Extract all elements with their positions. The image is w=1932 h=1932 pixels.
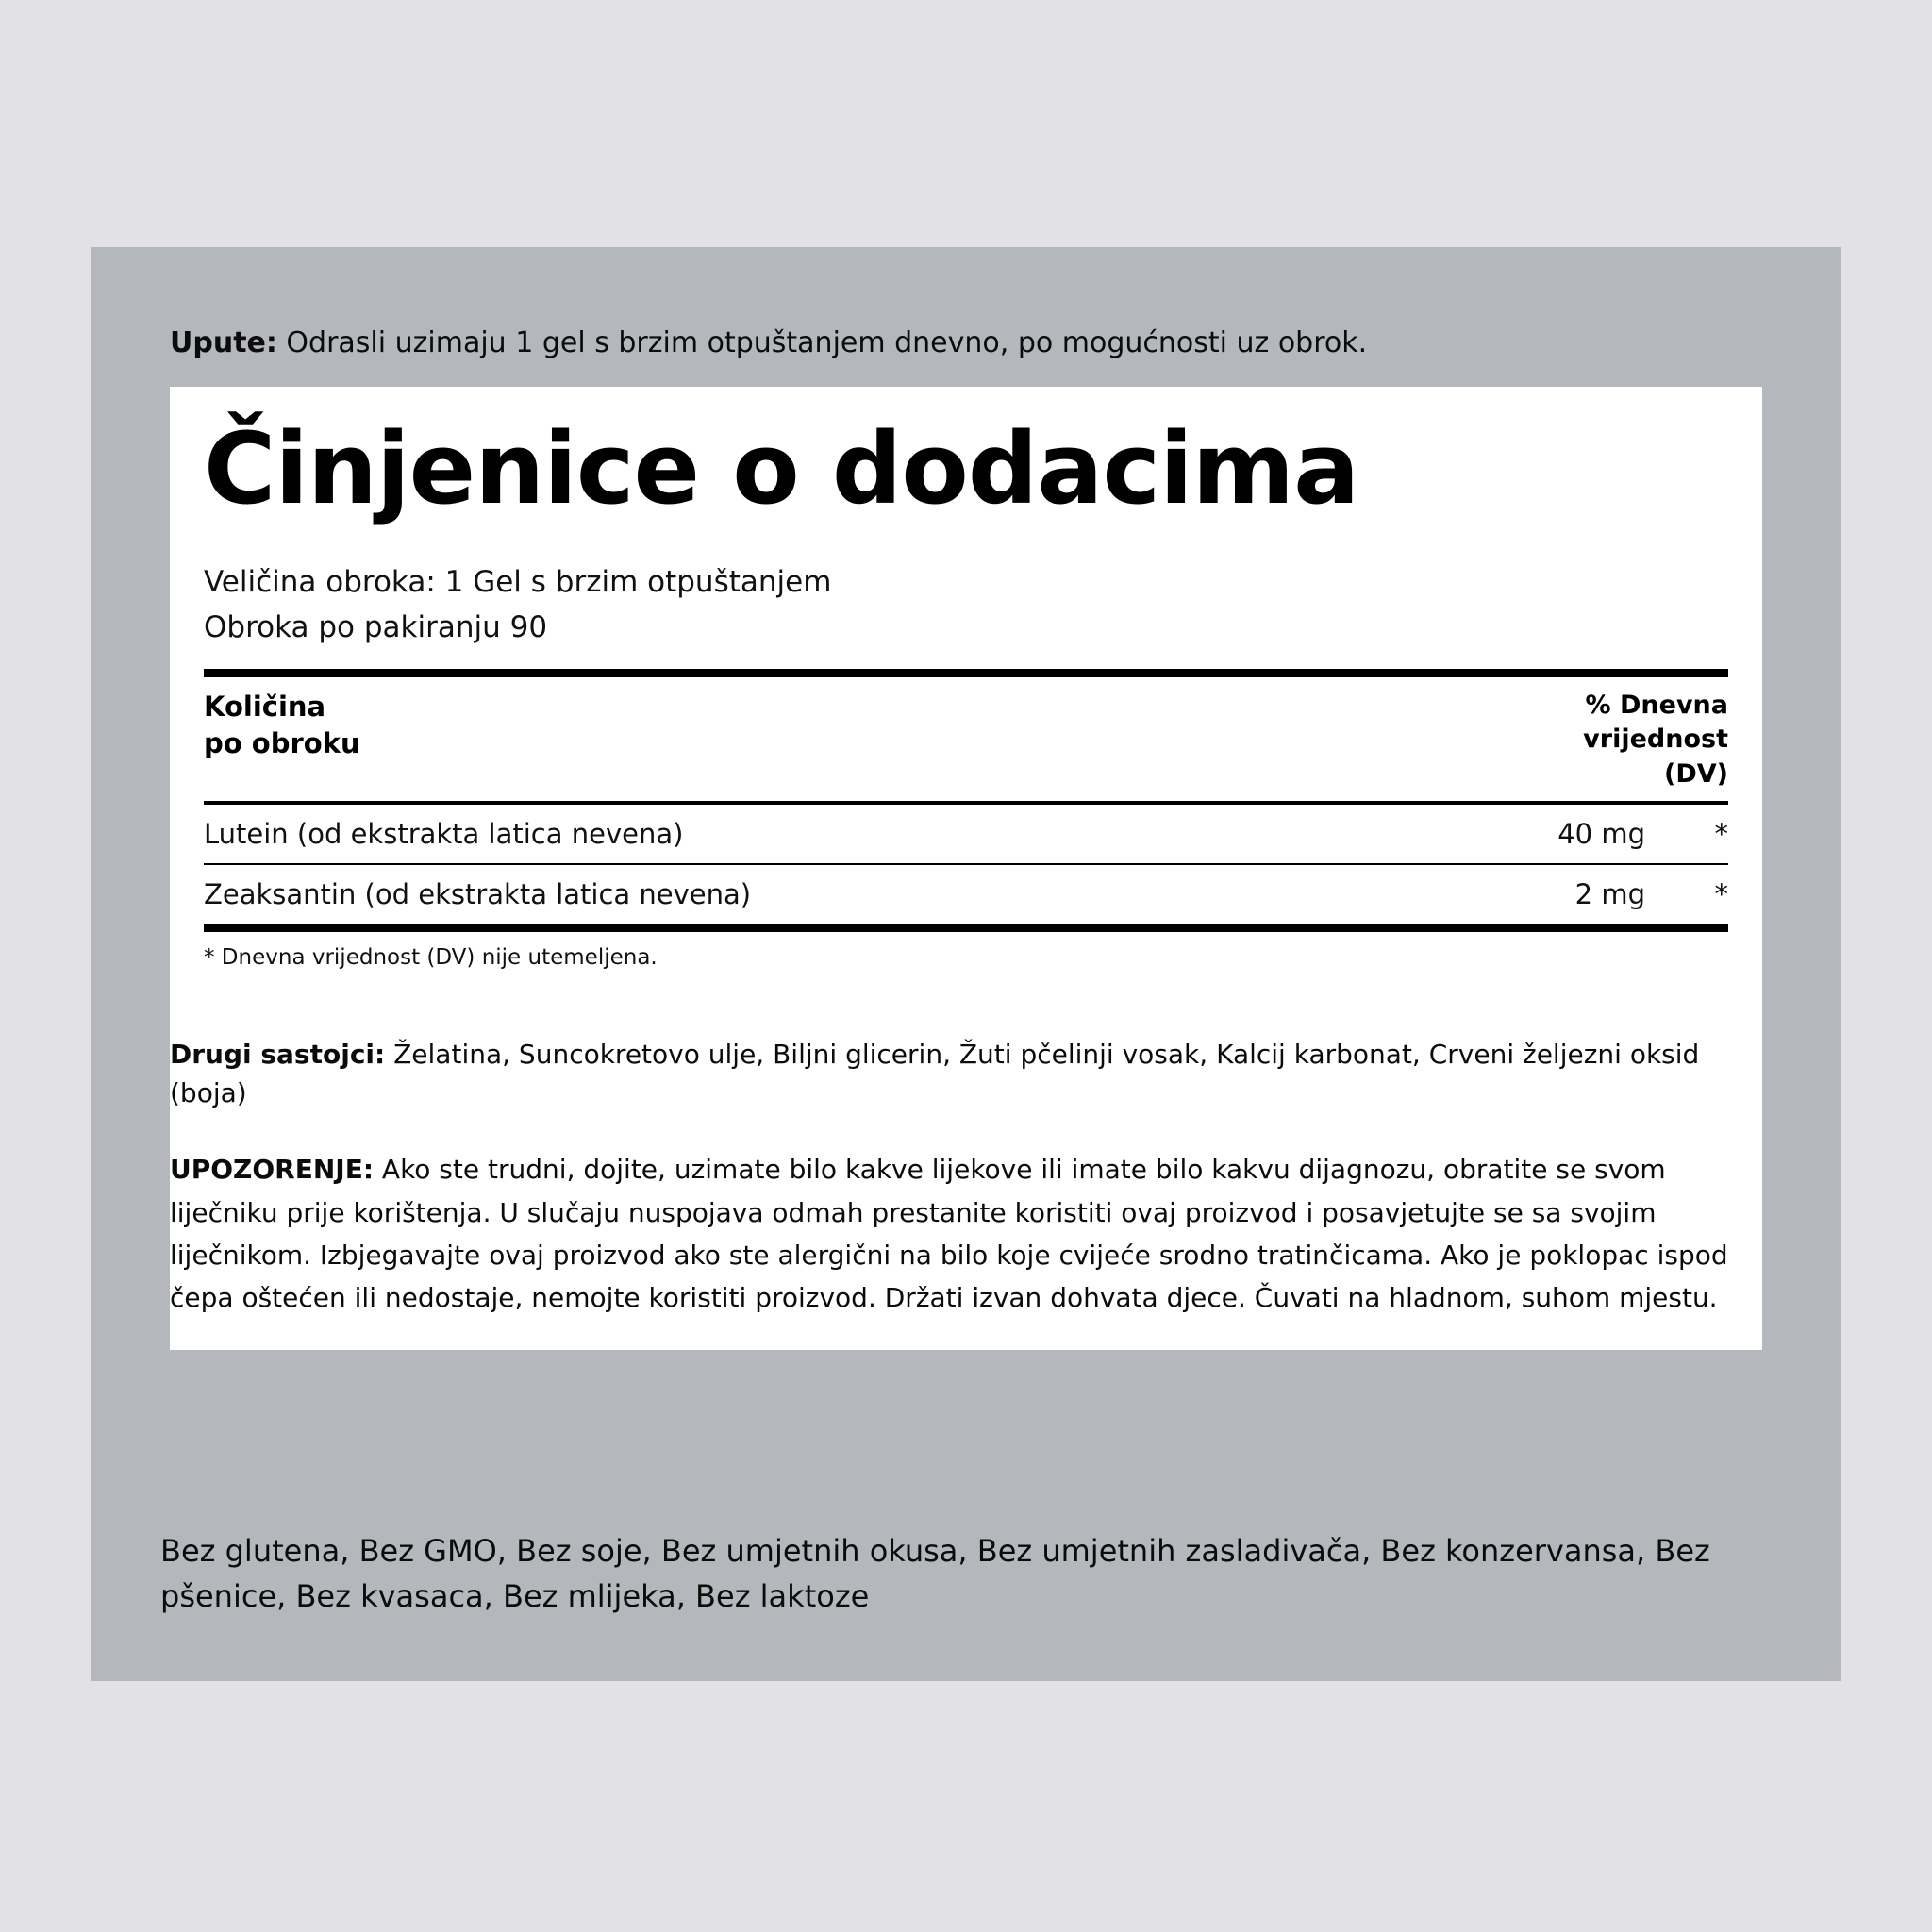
nutrient-name: Lutein (od ekstrakta latica nevena) <box>204 818 684 851</box>
dv-header-line2: vrijednost <box>1583 724 1728 755</box>
supplement-facts-box <box>170 387 1762 998</box>
nutrient-dv: * <box>1714 878 1728 911</box>
dv-footnote: * Dnevna vrijednost (DV) nije utemeljena. <box>204 945 658 971</box>
directions-label: Upute: <box>170 326 277 359</box>
warning-block <box>170 1148 1755 1319</box>
amount-header-line2: po obroku <box>204 726 360 759</box>
rule-thick-bottom <box>204 924 1728 932</box>
nutrient-name: Zeaksantin (od ekstrakta latica nevena) <box>204 878 752 911</box>
rule-thick-top <box>204 669 1728 677</box>
dv-header-line1: % Dnevna <box>1585 690 1728 720</box>
nutrient-dv: * <box>1714 818 1728 851</box>
table-row <box>204 805 1728 863</box>
servings-per-container: Obroka po pakiranju 90 <box>204 609 548 644</box>
directions-line <box>170 325 1774 361</box>
table-row <box>204 865 1728 924</box>
free-from-claims: Bez glutena, Bez GMO, Bez soje, Bez umjetnih okusa, Bez umjetnih zasladivača, Bez konzervansa, Bez pšenice, Bez kvasaca, Bez mlijeka, Bez laktoze <box>160 1533 1710 1614</box>
dv-header-line3: (DV) <box>1664 758 1728 789</box>
facts-title: Činjenice o dodacima <box>204 411 1359 526</box>
nutrient-amount: 40 mg <box>1557 818 1645 851</box>
daily-value-header <box>1583 689 1728 791</box>
warning-text: Ako ste trudni, dojite, uzimate bilo kakve lijekove ili imate bilo kakvu dijagnozu, obratite se svom liječniku prije korištenja. U slučaju nuspojava odmah prestanite koristiti ovaj proizvod i posavjetujte se sa svojim liječnikom. Izbjegavajte ovaj proizvod ako ste alergični na bilo koje cvijeće srodno tratinčicama. Ako je poklopac ispod čepa oštećen ili nedostaje, nemojte koristiti proizvod. Držati izvan dohvata djece. Čuvati na hladnom, suhom mjestu. <box>170 1154 1728 1314</box>
nutrient-amount: 2 mg <box>1574 878 1645 911</box>
amount-per-serving-header <box>204 689 360 762</box>
label-panel <box>91 247 1841 1681</box>
serving-size: Veličina obroka: 1 Gel s brzim otpuštanjem <box>204 564 832 599</box>
directions-text: Odrasli uzimaju 1 gel s brzim otpuštanjem dnevno, po mogućnosti uz obrok. <box>276 326 1368 359</box>
table-header <box>204 677 1728 801</box>
other-ingredients-text: Želatina, Suncokretovo ulje, Biljni glicerin, Žuti pčelinji vosak, Kalcij karbonat, Crveni željezni oksid (boja) <box>170 1039 1700 1108</box>
other-ingredients <box>170 1036 1774 1112</box>
other-ingredients-label: Drugi sastojci: <box>170 1039 386 1071</box>
amount-header-line1: Količina <box>204 690 326 723</box>
warning-label: UPOZORENJE: <box>170 1154 375 1186</box>
